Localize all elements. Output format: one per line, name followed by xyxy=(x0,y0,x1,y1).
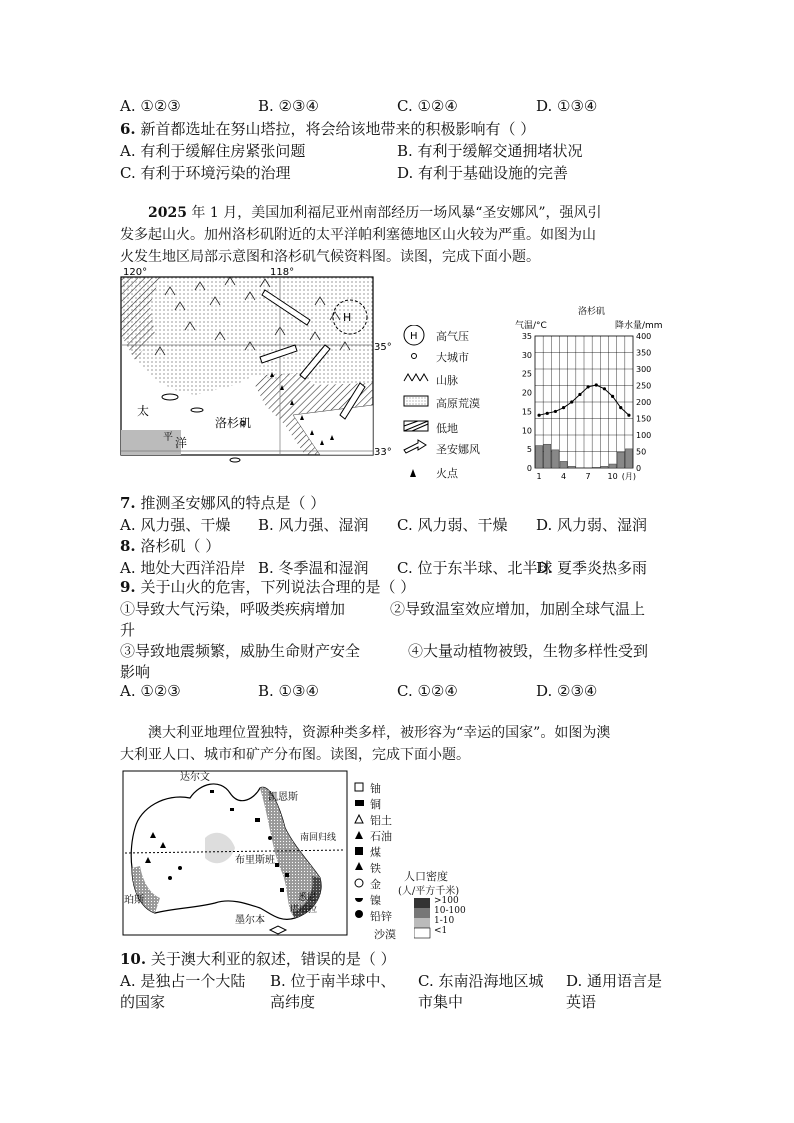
mountain-icon xyxy=(404,374,428,381)
fire-icon xyxy=(410,469,416,477)
mineral-gold: 金 xyxy=(370,878,381,891)
q8-option-c: C. 位于东半球、北半球 xyxy=(397,559,553,577)
q9-option-d: D. ②③④ xyxy=(536,682,598,700)
q6-option-a: A. 有利于缓解住房紧张问题 xyxy=(120,142,306,160)
passage1-year: 2025 xyxy=(148,205,187,221)
temp-point xyxy=(595,383,598,386)
wind-arrow-icon xyxy=(404,440,426,453)
desert-label: 沙漠 xyxy=(374,928,396,941)
precip-bar xyxy=(601,466,608,468)
precip-bar xyxy=(617,452,624,468)
q5-option-c: C. ①②④ xyxy=(397,97,458,115)
precip-bar xyxy=(568,466,575,468)
y-right-tick: 50 xyxy=(636,447,647,457)
y-left-tick: 15 xyxy=(521,407,532,417)
q9-option-a: A. ①②③ xyxy=(120,682,181,700)
density-lt1: <1 xyxy=(434,926,448,936)
lon-118-label: 118° xyxy=(270,267,295,278)
city-perth: 珀斯 xyxy=(124,895,144,906)
city-melbourne: 墨尔本 xyxy=(235,915,265,926)
x-tick: 4 xyxy=(561,472,567,481)
lead-zinc-icon xyxy=(355,910,363,918)
temp-point xyxy=(537,414,540,417)
density-labels xyxy=(434,896,466,936)
q10-option-d-cont: 英语 xyxy=(566,993,597,1011)
temp-point xyxy=(554,410,557,413)
chart-ylabel-left: 气温/°C xyxy=(515,321,547,331)
q5-option-a: A. ①②③ xyxy=(120,97,181,115)
q10-option-a: A. 是独占一个大陆 xyxy=(120,972,246,990)
q10-stem xyxy=(120,948,396,969)
x-tick: 7 xyxy=(585,472,591,481)
map1-legend xyxy=(400,325,510,485)
gold-icon xyxy=(355,879,363,887)
mineral-iron: 铁 xyxy=(370,862,381,875)
city-cairns: 凯恩斯 xyxy=(268,792,298,803)
q9-option-b: B. ①③④ xyxy=(258,682,319,700)
q6-number: 6. xyxy=(120,120,136,138)
density-1-10: 1-10 xyxy=(434,916,455,926)
q5-option-b: B. ②③④ xyxy=(258,97,319,115)
q6-stem xyxy=(120,118,535,139)
q9-option-c: C. ①②④ xyxy=(397,682,458,700)
mineral-icons xyxy=(352,780,372,940)
temp-point xyxy=(603,387,606,390)
lon-120-label: 120° xyxy=(123,267,148,278)
legend-high-pressure: 高气压 xyxy=(436,330,469,343)
legend-wind: 圣安娜风 xyxy=(436,443,480,456)
ocean-char-3: 洋 xyxy=(175,436,188,450)
mineral-bauxite: 铝土 xyxy=(370,814,392,827)
bauxite-icon xyxy=(355,815,363,823)
q8-number: 8. xyxy=(120,537,136,555)
uranium-icon xyxy=(355,783,363,791)
coal-icon xyxy=(355,847,363,855)
q10-option-b-cont: 高纬度 xyxy=(270,993,316,1011)
q5-option-d: D. ①③④ xyxy=(536,97,598,115)
y-right-tick: 200 xyxy=(636,398,652,407)
y-left-tick: 20 xyxy=(521,388,532,398)
q9-number: 9. xyxy=(120,578,136,596)
tropic-label: 南回归线 xyxy=(300,833,337,843)
q6-text: 新首都选址在努山塔拉，将会给该地带来的积极影响有（ ） xyxy=(140,120,536,138)
precip-bar xyxy=(625,449,632,468)
q7-option-c: C. 风力弱、干燥 xyxy=(397,516,508,534)
x-tick: 10 xyxy=(607,472,618,481)
q9-text: 关于山火的危害，下列说法合理的是（ ） xyxy=(140,578,416,596)
density-title: 人口密度 xyxy=(404,870,448,883)
q7-option-a: A. 风力强、干燥 xyxy=(120,516,231,534)
passage1-line1-text: 年 1 月，美国加利福尼亚州南部经历一场风暴“圣安娜风”，强风引 xyxy=(186,205,602,221)
legend-mountain: 山脉 xyxy=(436,374,458,387)
lat-35-label: 35° xyxy=(374,342,392,353)
los-angeles-label: 洛杉矶 xyxy=(215,416,252,430)
legend-lowland: 低地 xyxy=(436,422,458,435)
nickel-icon xyxy=(355,898,363,902)
y-left-tick: 30 xyxy=(521,350,532,360)
mineral-coal: 煤 xyxy=(370,846,381,859)
y-left-tick: 5 xyxy=(526,445,532,455)
precip-bar xyxy=(552,450,559,468)
precip-bar xyxy=(593,467,600,468)
y-left-tick: 25 xyxy=(521,369,532,379)
ocean-char-2: 平 xyxy=(163,432,173,443)
q8-option-b: B. 冬季温和湿润 xyxy=(258,559,369,577)
mineral-uranium: 铀 xyxy=(370,782,381,795)
x-tick: (月) xyxy=(621,472,637,481)
y-right-tick: 0 xyxy=(636,464,642,473)
temp-point xyxy=(586,385,589,388)
y-right-tick: 300 xyxy=(636,365,652,374)
y-left-tick: 10 xyxy=(521,426,532,436)
density-10-100: 10-100 xyxy=(434,906,466,916)
q7-stem xyxy=(120,492,325,513)
q7-text: 推测圣安娜风的特点是（ ） xyxy=(140,494,326,512)
mineral-lead-zinc: 铅锌 xyxy=(370,910,392,923)
y-right-tick: 100 xyxy=(636,431,652,440)
precip-bar xyxy=(544,444,551,468)
density-100plus: >100 xyxy=(434,896,459,906)
legend-fire: 火点 xyxy=(436,467,458,480)
city-sydney: 悉尼 xyxy=(298,893,317,903)
mineral-oil: 石油 xyxy=(370,830,392,843)
passage2-line1: 澳大利亚地理位置独特，资源种类多样，被形容为“幸运的国家”。如图为澳 xyxy=(148,725,611,741)
high-pressure-label: H xyxy=(343,311,352,324)
q6-option-c: C. 有利于环境污染的治理 xyxy=(120,164,291,182)
passage2-line2: 大利亚人口、城市和矿产分布图。读图，完成下面小题。 xyxy=(120,747,470,763)
precip-bar xyxy=(560,461,567,468)
y-right-tick: 350 xyxy=(636,348,652,358)
q10-text: 关于澳大利亚的叙述，错误的是（ ） xyxy=(150,950,396,968)
australia-map xyxy=(120,768,350,938)
temp-point xyxy=(627,414,630,417)
q9-statement-3: ③导致地震频繁，威胁生命财产安全 xyxy=(120,642,361,660)
copper-icon xyxy=(355,800,364,806)
y-left-tick: 35 xyxy=(521,332,532,341)
city-brisbane: 布里斯班 xyxy=(235,855,275,866)
legend-plateau-desert: 高原荒漠 xyxy=(436,397,480,410)
q7-option-b: B. 风力强、湿润 xyxy=(258,516,369,534)
y-right-tick: 150 xyxy=(636,414,652,424)
q8-text: 洛杉矶（ ） xyxy=(140,537,221,555)
city-canberra: 堪培拉 xyxy=(290,905,318,915)
q8-stem xyxy=(120,535,220,556)
svg-text:H: H xyxy=(410,331,418,342)
australia-legend xyxy=(352,780,512,940)
mineral-nickel: 镍 xyxy=(370,894,381,907)
climate-chart xyxy=(513,300,673,485)
q10-number: 10. xyxy=(120,950,147,968)
y-right-tick: 400 xyxy=(636,332,652,341)
oil-icon xyxy=(355,831,363,839)
q8-option-a: A. 地处大西洋沿岸 xyxy=(120,559,246,577)
q8-option-d: D. 夏季炎热多雨 xyxy=(536,559,648,577)
q6-option-b: B. 有利于缓解交通拥堵状况 xyxy=(397,142,583,160)
temp-point xyxy=(562,406,565,409)
temp-point xyxy=(546,412,549,415)
density-swatches xyxy=(414,898,434,942)
precip-bar xyxy=(536,446,543,468)
q9-statement-2: ②导致温室效应增加，加剧全球气温上 xyxy=(390,600,646,618)
q9-statement-2-cont: 升 xyxy=(120,621,136,639)
density-unit: (人/平方千米) xyxy=(398,886,460,897)
temp-point xyxy=(611,395,614,398)
ocean-char-1: 太 xyxy=(137,404,150,418)
temp-point xyxy=(570,400,573,403)
q10-option-d: D. 通用语言是 xyxy=(566,972,663,990)
temp-point xyxy=(578,393,581,396)
q10-option-a-cont: 的国家 xyxy=(120,993,166,1011)
iron-icon xyxy=(355,862,363,870)
temp-point xyxy=(619,406,622,409)
q10-option-c-cont: 市集中 xyxy=(418,993,464,1011)
q9-stem xyxy=(120,576,415,597)
precip-bar xyxy=(609,464,616,468)
city-darwin: 达尔文 xyxy=(180,772,210,783)
y-left-tick: 0 xyxy=(526,464,532,473)
chart-ylabel-right: 降水量/mm xyxy=(615,321,663,331)
lat-33-label: 33° xyxy=(374,447,392,458)
q7-number: 7. xyxy=(120,494,136,512)
plateau-desert-icon xyxy=(404,396,428,406)
q10-option-b: B. 位于南半球中、 xyxy=(270,972,396,990)
q6-option-d: D. 有利于基础设施的完善 xyxy=(397,164,569,182)
chart-title: 洛杉矶 xyxy=(578,307,606,317)
y-right-tick: 250 xyxy=(636,381,652,391)
q9-statement-4-cont: 影响 xyxy=(120,663,151,681)
legend-city: 大城市 xyxy=(436,351,469,364)
q7-option-d: D. 风力弱、湿润 xyxy=(536,516,648,534)
q9-statement-1: ①导致大气污染，呼吸类疾病增加 xyxy=(120,600,346,618)
q10-option-c: C. 东南沿海地区城 xyxy=(418,972,544,990)
passage1-line2: 发多起山火。加州洛杉矶附近的太平洋帕利塞德地区山火较为严重。如图为山 xyxy=(120,227,596,243)
q9-statement-4: ④大量动植物被毁，生物多样性受到 xyxy=(408,642,649,660)
mineral-copper: 铜 xyxy=(370,798,381,811)
passage1-line3: 火发生地区局部示意图和洛杉矶气候资料图。读图，完成下面小题。 xyxy=(120,249,540,265)
x-tick: 1 xyxy=(536,472,542,481)
california-map xyxy=(115,265,395,465)
city-icon xyxy=(412,354,417,359)
